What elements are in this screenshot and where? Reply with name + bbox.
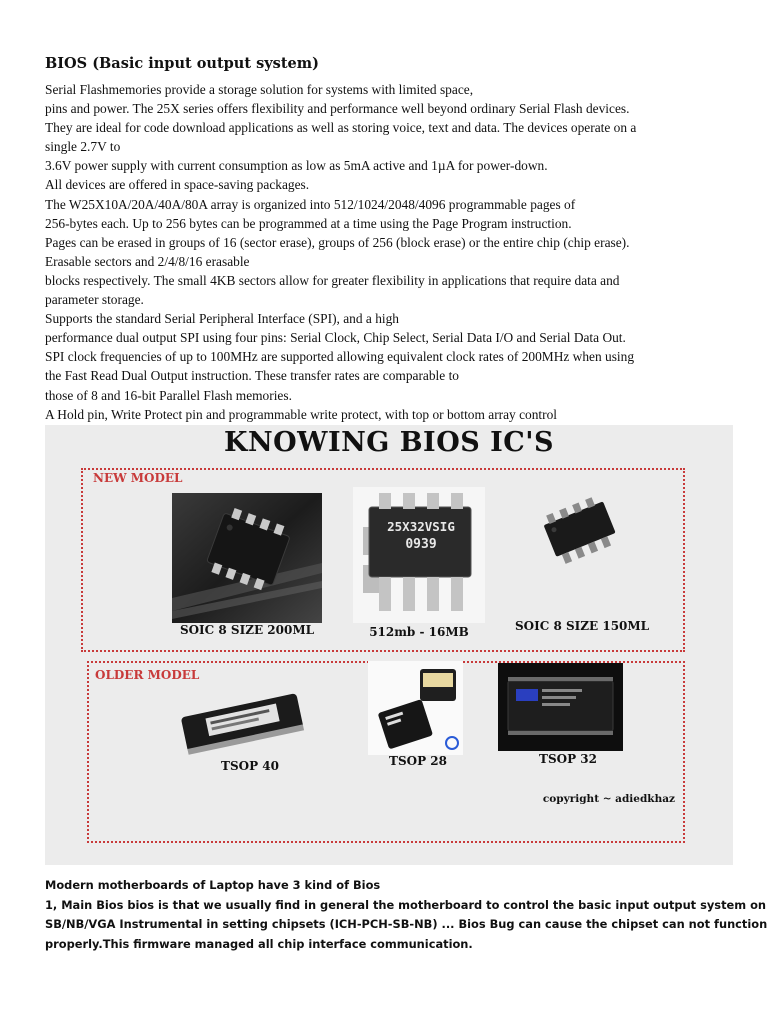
paragraph-line: performance dual output SPI using four pins: Serial Clock, Chip Select, Serial Data I/O and Serial Data Out. [45, 330, 626, 346]
paragraph-line: Serial Flashmemories provide a storage solution for systems with limited space, [45, 82, 474, 97]
tsop32-photo [498, 663, 623, 751]
paragraph-line: 256-bytes each. Up to 256 bytes can be programmed at a time using the Page Program instruction. [45, 215, 572, 231]
caption-tsop32: TSOP 32 [539, 752, 597, 766]
paragraph-line: pins and power. The 25X series offers flexibility and performance well beyond ordinary Serial Flash devices. [45, 101, 630, 117]
soic8-200-photo [172, 493, 322, 623]
bios-ic-figure [45, 425, 733, 865]
paragraph-line: the Fast Read Dual Output instruction. These transfer rates are comparable to [45, 368, 459, 384]
paragraph-line: All devices are offered in space-saving packages. [45, 177, 310, 193]
document-title: BIOS (Basic input output system) [45, 55, 319, 72]
paragraph-line: those of 8 and 16-bit Parallel Flash memories. [45, 387, 292, 403]
paragraph-line: blocks respectively. The small 4KB sectors allow for greater flexibility in applications that require data and [45, 272, 620, 288]
paragraph-line: Pages can be erased in groups of 16 (sector erase), groups of 256 (block erase) or the entire chip (chip erase). [45, 234, 630, 250]
tsop28-photo [368, 661, 463, 755]
mb512-photo [353, 487, 485, 623]
chip-marking-line1: 25X32VSIG [387, 519, 455, 534]
tsop40-photo [177, 687, 307, 757]
soic8-150-chip-icon [528, 490, 632, 570]
footer-text [45, 876, 768, 954]
paragraph-line: 3.6V power supply with current consumption as low as 5mA active and 1µA for power-down. [45, 158, 548, 174]
caption-soic8-150: SOIC 8 SIZE 150ML [515, 619, 650, 633]
footer-line: properly.This firmware managed all chip interface communication. [45, 936, 473, 951]
soic8-200-chip-icon [172, 493, 322, 623]
older-model-label: OLDER MODEL [95, 668, 200, 682]
paragraph-line: parameter storage. [45, 292, 144, 308]
footer-line: Modern motherboards of Laptop have 3 kind of Bios [45, 878, 381, 892]
chip-marking-line2: 0939 [405, 537, 437, 552]
soic8-150-photo [528, 490, 632, 570]
paragraph-line: Supports the standard Serial Peripheral Interface (SPI), and a high [45, 311, 400, 327]
tsop28-chip-icon [368, 661, 463, 755]
paragraph-line: Erasable sectors and 2/4/8/16 erasable [45, 253, 250, 269]
tsop32-chip-icon [498, 663, 623, 751]
paragraph-line: SPI clock frequencies of up to 100MHz are supported allowing equivalent clock rates of 200MHz when using [45, 349, 635, 365]
figure-title: KNOWING BIOS IC'S [223, 427, 554, 458]
footer-line: 1, Main Bios bios is that we usually find in general the motherboard to control the basic input output system on [45, 897, 767, 912]
paragraph-line: The W25X10A/20A/40A/80A array is organized into 512/1024/2048/4096 programmable pages of [45, 196, 576, 212]
paragraph-line: They are ideal for code download applications as well as storing voice, text and data. The devices operate on a [45, 120, 637, 136]
new-model-label: NEW MODEL [93, 471, 183, 485]
body-paragraph [45, 80, 725, 424]
caption-tsop28: TSOP 28 [389, 754, 447, 768]
paragraph-line: A Hold pin, Write Protect pin and programmable write protect, with top or bottom array control [45, 406, 558, 422]
paragraph-line: single 2.7V to [45, 139, 121, 155]
caption-512mb: 512mb - 16MB [369, 625, 469, 639]
caption-tsop40: TSOP 40 [221, 759, 279, 773]
mb512-chip-icon [353, 487, 485, 623]
caption-soic8-200: SOIC 8 SIZE 200ML [179, 623, 315, 637]
footer-line: SB/NB/VGA Instrumental in setting chipsets (ICH-PCH-SB-NB) ... Bios Bug can cause the chipset can not function [45, 917, 768, 932]
copyright-text: copyright ~ adiedkhaz [542, 793, 675, 805]
tsop40-chip-icon [177, 687, 307, 757]
